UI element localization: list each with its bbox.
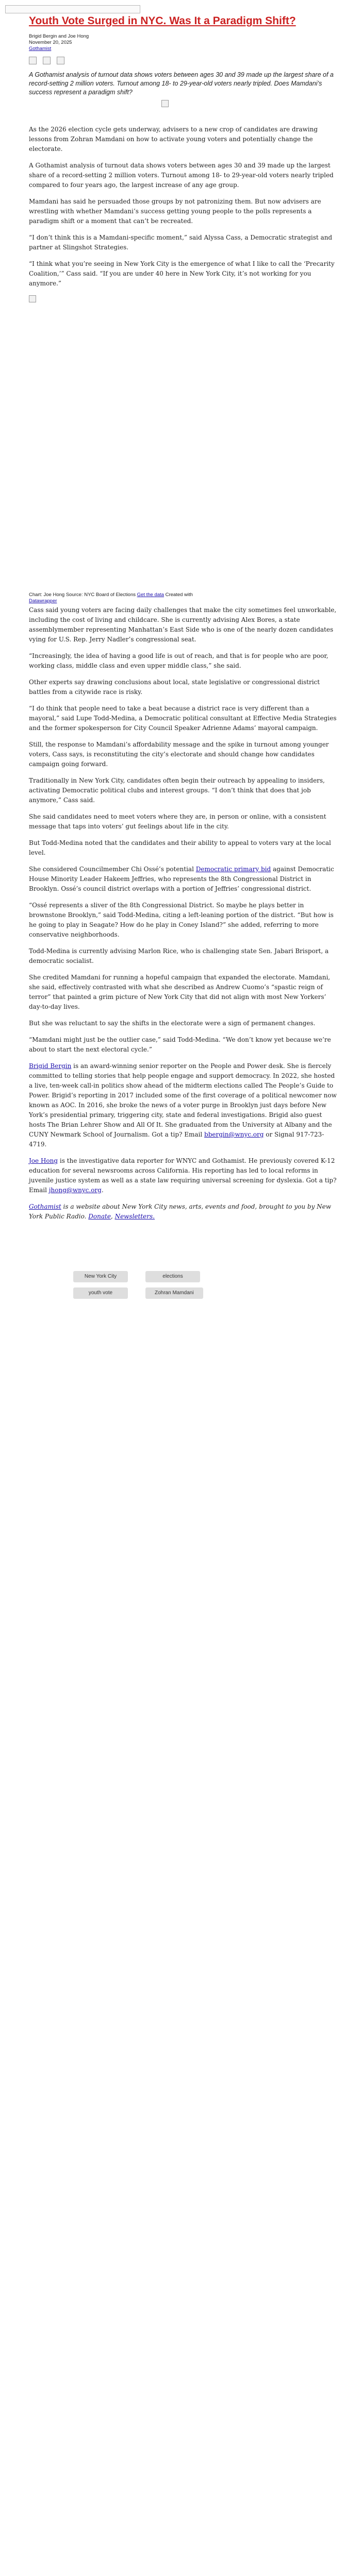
email-link-brigid[interactable]: bbergin@wnyc.org — [204, 1131, 264, 1138]
body-paragraph: A Gothamist analysis of turnout data shows voters between ages 30 and 39 made up the largest share of a record-setting 2 million voters. Turnout among 18- to 29-year-old voters nearly tripled compared to four years ago, the largest increase of any age group. — [29, 162, 334, 189]
article-dek: A Gothamist analysis of turnout data shows voters between ages 30 and 39 made up the largest share of a record-setting 2 million voters. Turnout among 18- to 29-year-old voters nearly tripled. Does Mamdani’s success represent a paradigm shift? — [29, 71, 334, 96]
chart-caption — [29, 592, 340, 604]
source-link[interactable]: Gothamist — [29, 46, 52, 52]
author-names: Brigid Bergin and Joe Hong — [29, 33, 89, 39]
ouse-paragraph: She considered Councilmember Chi Ossé’s potential Democratic primary bid against Democratic House Minority Leader Hakeem Jeffries, who represents the 8th Congressional District in Brooklyn. Ossé’s council district overlaps with a portion of Jeffries’ congressional district. — [29, 866, 334, 892]
body-paragraph: Other experts say drawing conclusions about local, state legislative or congressional district battles from a citywide race is risky. — [29, 679, 320, 696]
share-icons — [29, 57, 340, 64]
header-logo-placeholder[interactable] — [5, 5, 140, 13]
image-placeholder-icon — [161, 100, 169, 107]
author-link-joe[interactable]: Joe Hong — [29, 1157, 58, 1164]
byline — [29, 33, 340, 52]
facebook-icon[interactable] — [29, 57, 37, 64]
body-paragraph: She said candidates need to meet voters where they are, in person or online, with a consistent message that taps into voters’ gut feelings about life in the city. — [29, 813, 326, 830]
body-paragraph: “Ossé represents a sliver of the 8th Congressional District. So maybe he plays better in brownstone Brooklyn,” said Todd-Medina, citing a left-leaning portion of the district. “But how is he going to play in Seagate? How do he play in Coney Island?” she added, referring to more conservative neighborhoods. — [29, 902, 334, 938]
gothamist-link[interactable]: Gothamist — [29, 1203, 61, 1210]
tag-youth-vote[interactable]: youth vote — [73, 1287, 128, 1299]
body-paragraph: Mamdani has said he persuaded those groups by not patronizing them. But now advisers are wrestling with whether Mamdani’s success getting young people to the polls represents a paradigm shift or a moment that can’t be recreated. — [29, 198, 321, 225]
tag-new-york-city[interactable]: New York City — [73, 1271, 128, 1282]
tag-list — [73, 1271, 269, 1299]
tag-zohran-mamdani[interactable]: Zohran Mamdani — [145, 1287, 203, 1299]
twitter-icon[interactable] — [43, 57, 51, 64]
datawrapper-link[interactable]: Datawrapper — [29, 598, 57, 604]
body-paragraph: Todd-Medina is currently advising Marlon Rice, who is challenging state Sen. Jabari Brisport, a democratic socialist. — [29, 947, 329, 964]
body-paragraph: “Increasingly, the idea of having a good life is out of reach, and that is for people who are poor, working class, middle class and even upper middle class,” she said. — [29, 652, 329, 669]
body-paragraph: As the 2026 election cycle gets underway, advisers to a new crop of candidates are drawing lessons from Zohran Mamdani on how to activate young voters and potentially change the electorate. — [29, 126, 318, 152]
body-paragraph: “I think what you’re seeing in New York City is the emergence of what I like to call the ‘Precarity Coalition,’” Cass said. “If you are under 40 here in New York City, it’s not working for you anymore.” — [29, 260, 335, 287]
email-icon[interactable] — [57, 57, 64, 64]
body-paragraph: “Mamdani might just be the outlier case,” said Todd-Medina. “We don’t know yet because we’re about to start the next electoral cycle.” — [29, 1036, 331, 1053]
body-paragraphs — [29, 125, 340, 289]
created-with-label: Created with — [165, 592, 193, 598]
email-link-joe[interactable]: jhong@wnyc.org — [48, 1187, 102, 1194]
body-paragraphs-2b — [29, 901, 340, 1055]
about-gothamist: Gothamist is a website about New York City news, arts, events and food, brought to you by New York Public Radio. Donate, Newsletters. — [29, 1203, 332, 1220]
body-paragraph: She credited Mamdani for running a hopeful campaign that expanded the electorate. Mamdani, she said, effectively contrasted with what she described as Andrew Cuomo’s “spastic reign of terror” that painted a grim picture of New York City that did not align with most New Yorkers’ day-to-day lives. — [29, 974, 331, 1010]
image-placeholder-icon — [29, 295, 36, 302]
body-paragraph: Still, the response to Mamdani’s affordability message and the spike in turnout among younger voters, Cass says, is reconstituting the city’s electorate and should change how candidates campaign going forward. — [29, 741, 329, 768]
donate-link[interactable]: Donate — [88, 1213, 111, 1220]
bio-joe: Joe Hong is the investigative data reporter for WNYC and Gothamist. He previously covered K-12 education for several newsrooms across California. His reporting has led to local reforms in juvenile justice system as well as a state law requiring universal screening for dyslexia. Got a tip? Email jhong@wnyc.org. — [29, 1157, 337, 1194]
primary-bid-link[interactable]: Democratic primary bid — [195, 866, 271, 873]
bio-brigid: Brigid Bergin is an award-winning senior reporter on the People and Power desk. She is fiercely committed to telling stories that help people engage and support democracy. In 2022, she hosted a live, ten-week call-in politics show ahead of the midterm elections called The People’s Guide to Power. Brigid’s reporting in 2017 included some of the first coverage of a political newcomer now known as AOC. In 2016, she broke the news of a voter purge in Brooklyn just days before New York’s presidential primary, triggering city, state and federal investigations. Brigid also guest hosts The Brian Lehrer Show and All Of It. She graduated from the University at Albany and the CUNY Newmark School of Journalism. Got a tip? Email bbergin@wnyc.org or Signal 917-723-4719. — [29, 1062, 337, 1148]
body-paragraph: But Todd-Medina noted that the candidates and their ability to appeal to voters vary at the local level. — [29, 839, 331, 856]
chart-credit: Chart: Joe Hong — [29, 592, 65, 598]
body-paragraph: Cass said young voters are facing daily challenges that make the city sometimes feel unworkable, including the cost of living and childcare. She is currently advising Alex Bores, a state assemblymember representing Manhattan’s East Side who is one of the nearly dozen candidates vying for U.S. Rep. Jerry Nadler’s congressional seat. — [29, 606, 337, 643]
body-paragraph: Traditionally in New York City, candidates often begin their outreach by appealing to insiders, activating Democratic political clubs and interest groups. “I don’t think that does that job anymore,” Cass said. — [29, 777, 325, 804]
body-paragraphs-2a — [29, 605, 340, 858]
author-link-brigid[interactable]: Brigid Bergin — [29, 1062, 72, 1070]
body-paragraph: “I do think that people need to take a beat because a district race is very different than a mayoral,” said Lupe Todd-Medina, a Democratic political consultant at Effective Media Strategies and the former spokesperson for City Council Speaker Adrienne Adams’ mayoral campaign. — [29, 705, 337, 732]
article-title[interactable]: Youth Vote Surged in NYC. Was It a Paradigm Shift? — [29, 15, 296, 27]
body-paragraph: “I don’t think this is a Mamdani-specific moment,” said Alyssa Cass, a Democratic strategist and partner at Slingshot Strategies. — [29, 234, 333, 251]
body-paragraph: But she was reluctant to say the shifts in the electorate were a sign of permanent changes. — [29, 1020, 316, 1027]
newsletters-link[interactable]: Newsletters. — [114, 1213, 155, 1220]
chart-image-placeholder — [29, 295, 340, 585]
article — [29, 14, 340, 1299]
get-data-link[interactable]: Get the data — [137, 592, 164, 598]
tag-elections[interactable]: elections — [145, 1271, 200, 1282]
article-date: November 20, 2025 — [29, 40, 72, 45]
chart-source: Source: NYC Board of Elections — [65, 592, 136, 598]
